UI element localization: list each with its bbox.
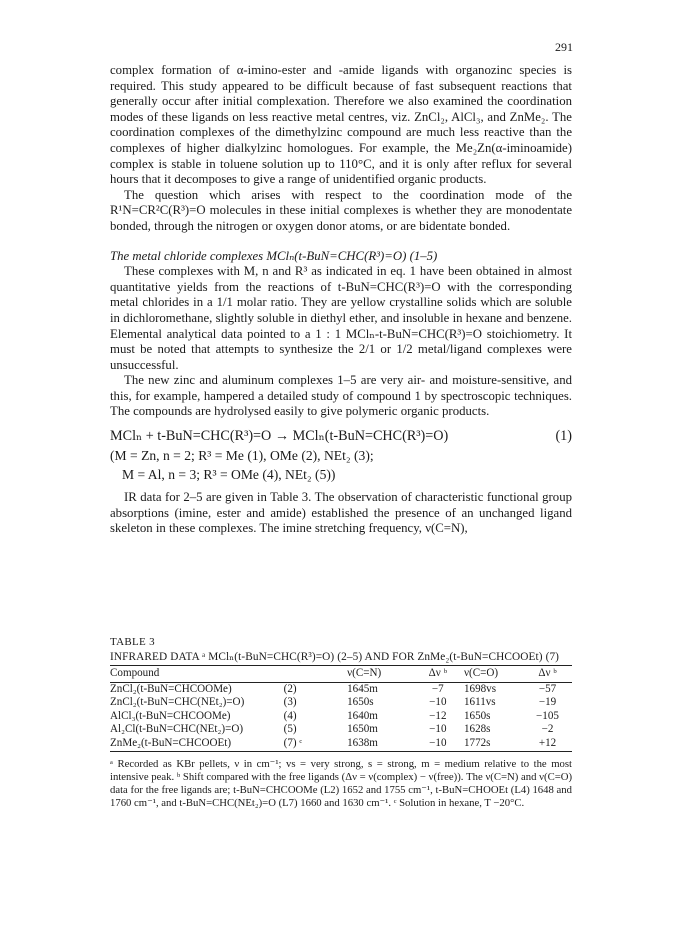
cell-number: (7) ᶜ	[283, 736, 303, 749]
cell-compound: ZnMe₂(t-BuN=CHCOOEt)	[110, 736, 232, 749]
header-compound: Compound	[110, 667, 160, 679]
header-nu-cn: ν(C=N)	[347, 667, 382, 679]
cell-delta-1: −10	[429, 736, 447, 749]
cell-delta-2: −2	[541, 723, 554, 736]
cell-compound: AlCl₃(t-BuN=CHCOOMe)	[110, 709, 231, 722]
header-nu-co: ν(C=O)	[463, 667, 499, 679]
table-footnote: ᵃ Recorded as KBr pellets, ν in cm⁻¹; vs = very strong, s = strong, m = medium relative to the most intensive peak. ᵇ Shift compared with the free ligands (Δν = ν(complex) − ν(free)). The ν(C=N) and ν(C=O) data for the free ligands are; t-BuN=CHCOOMe (L2) 1652 and 1755 cm⁻¹, t-BuN=CHOOEt (L4) 1648 and 1760 cm⁻¹, and t-BuN=CHC(NEt₂)=O (L7) 1660 and 1630 cm⁻¹. ᶜ Solution in hexane, T −20°C.	[110, 757, 572, 810]
cell-number: (5)	[283, 723, 297, 736]
header-number	[284, 666, 347, 683]
table-3	[110, 636, 572, 811]
cell-nu-cn: 1640m	[347, 709, 378, 722]
cell-nu-cn: 1650s	[347, 696, 374, 709]
cell-nu-co: 1628s	[463, 723, 491, 736]
section-heading: The metal chloride complexes MClₙ(t-BuN=CHC(R³)=O) (1–5)	[110, 248, 438, 263]
table-row	[110, 710, 572, 724]
cell-delta-1: −7	[431, 682, 444, 695]
cell-nu-cn: 1645m	[347, 682, 378, 695]
cell-delta-2: +12	[538, 736, 557, 749]
equation-line-2: (M = Zn, n = 2; R³ = Me (1), OMe (2), NEt₂ (3);	[110, 448, 374, 464]
table-row	[110, 737, 572, 751]
cell-delta-2: −19	[538, 696, 557, 709]
cell-nu-cn: 1638m	[347, 736, 378, 749]
cell-number: (4)	[283, 709, 297, 722]
cell-delta-2: −105	[536, 709, 559, 722]
cell-delta-1: −10	[429, 696, 447, 709]
paragraph-3: These complexes with M, n and R³ as indicated in eq. 1 have been obtained in almost quantitative yields from the reactions of t-BuN=CHC(R³)=O with the corresponding metal chlorides in a 1/1 molar ratio. They are yellow crystalline solids which are soluble in dichloromethane, slightly soluble in diethyl ether, and insoluble in hexane and benzene. Elemental analytical data pointed to a 1 : 1 MClₙ-t-BuN=CHC(R³)=O stoichiometry. It must be noted that attempts to synthesize the 2/1 or 1/2 metal/ligand complexes were unsuccessful.	[110, 264, 572, 372]
cell-number: (2)	[283, 682, 297, 695]
cell-delta-2: −57	[538, 682, 557, 695]
cell-nu-co: 1772s	[463, 736, 491, 749]
paragraph-2: The question which arises with respect to the coordination mode of the R¹N=CR²C(R³)=O molecules in these initial complexes is whether they are monodentate bonded, through the nitrogen or oxygen donor atoms, or are bidentate bonded.	[110, 187, 572, 233]
paragraph-4: The new zinc and aluminum complexes 1–5 are very air- and moisture-sensitive, and this, for example, hampered a detailed study of compound 1 by spectroscopic techniques. The compounds are hydrolysed easily to give polymeric organic products.	[110, 373, 572, 419]
equation-main: MClₙ + t-BuN=CHC(R³)=O → MClₙ(t-BuN=CHC(R³)=O)	[110, 428, 449, 445]
table-caption: INFRARED DATA ᵃ MClₙ(t-BuN=CHC(R³)=O) (2–5) AND FOR ZnMe₂(t-BuN=CHCOOEt) (7)	[110, 651, 560, 663]
cell-number: (3)	[283, 696, 297, 709]
cell-nu-co: 1650s	[463, 709, 491, 722]
table-row	[110, 723, 572, 737]
paragraph-5: IR data for 2–5 are given in Table 3. The observation of characteristic functional group absorptions (imine, ester and amide) established the presence of an unchanged ligand skeleton in these complexes. The imine stretching frequency, ν(C=N),	[110, 490, 572, 536]
cell-nu-cn: 1650m	[347, 723, 378, 736]
cell-nu-co: 1611vs	[463, 696, 496, 709]
cell-nu-co: 1698vs	[463, 682, 497, 695]
paragraph-1: complex formation of α-imino-ester and -amide ligands with organozinc species is required. This study appeared to be difficult because of fast subsequent reactions that generally occur after initial complexation. Therefore we also examined the coordination modes of these ligands on less reactive metal centres, viz. ZnCl₂, AlCl₃, and ZnMe₂. The coordination complexes of the dimethylzinc compound are much less reactive than the complexes of higher dialkylzinc homologues. For example, the Me₂Zn(α-iminoamide) complex is stable in toluene solution up to 110°C, and it is only after reflux for several hours that it decomposes to give a range of unidentified organic products.	[110, 63, 572, 187]
header-delta-1: Δν ᵇ	[428, 667, 447, 679]
equation-block	[110, 427, 572, 484]
table-row	[110, 682, 572, 696]
table-label: TABLE 3	[110, 636, 155, 648]
body-text	[110, 63, 572, 537]
cell-delta-1: −10	[429, 723, 447, 736]
page-number: 291	[555, 40, 573, 54]
cell-compound: ZnCl₂(t-BuN=CHCOOMe)	[110, 682, 232, 695]
equation-number: (1)	[555, 428, 572, 445]
equation-line-3: M = Al, n = 3; R³ = OMe (4), NEt₂ (5))	[122, 467, 336, 483]
cell-delta-1: −12	[429, 709, 447, 722]
cell-compound: Al₂Cl(t-BuN=CHC(NEt₂)=O)	[110, 723, 244, 736]
table-row	[110, 696, 572, 710]
header-delta-2: Δν ᵇ	[538, 667, 557, 679]
cell-compound: ZnCl₂(t-BuN=CHC(NEt₂)=O)	[110, 696, 245, 709]
ir-data-table	[110, 665, 572, 752]
table-header-row	[110, 666, 572, 683]
